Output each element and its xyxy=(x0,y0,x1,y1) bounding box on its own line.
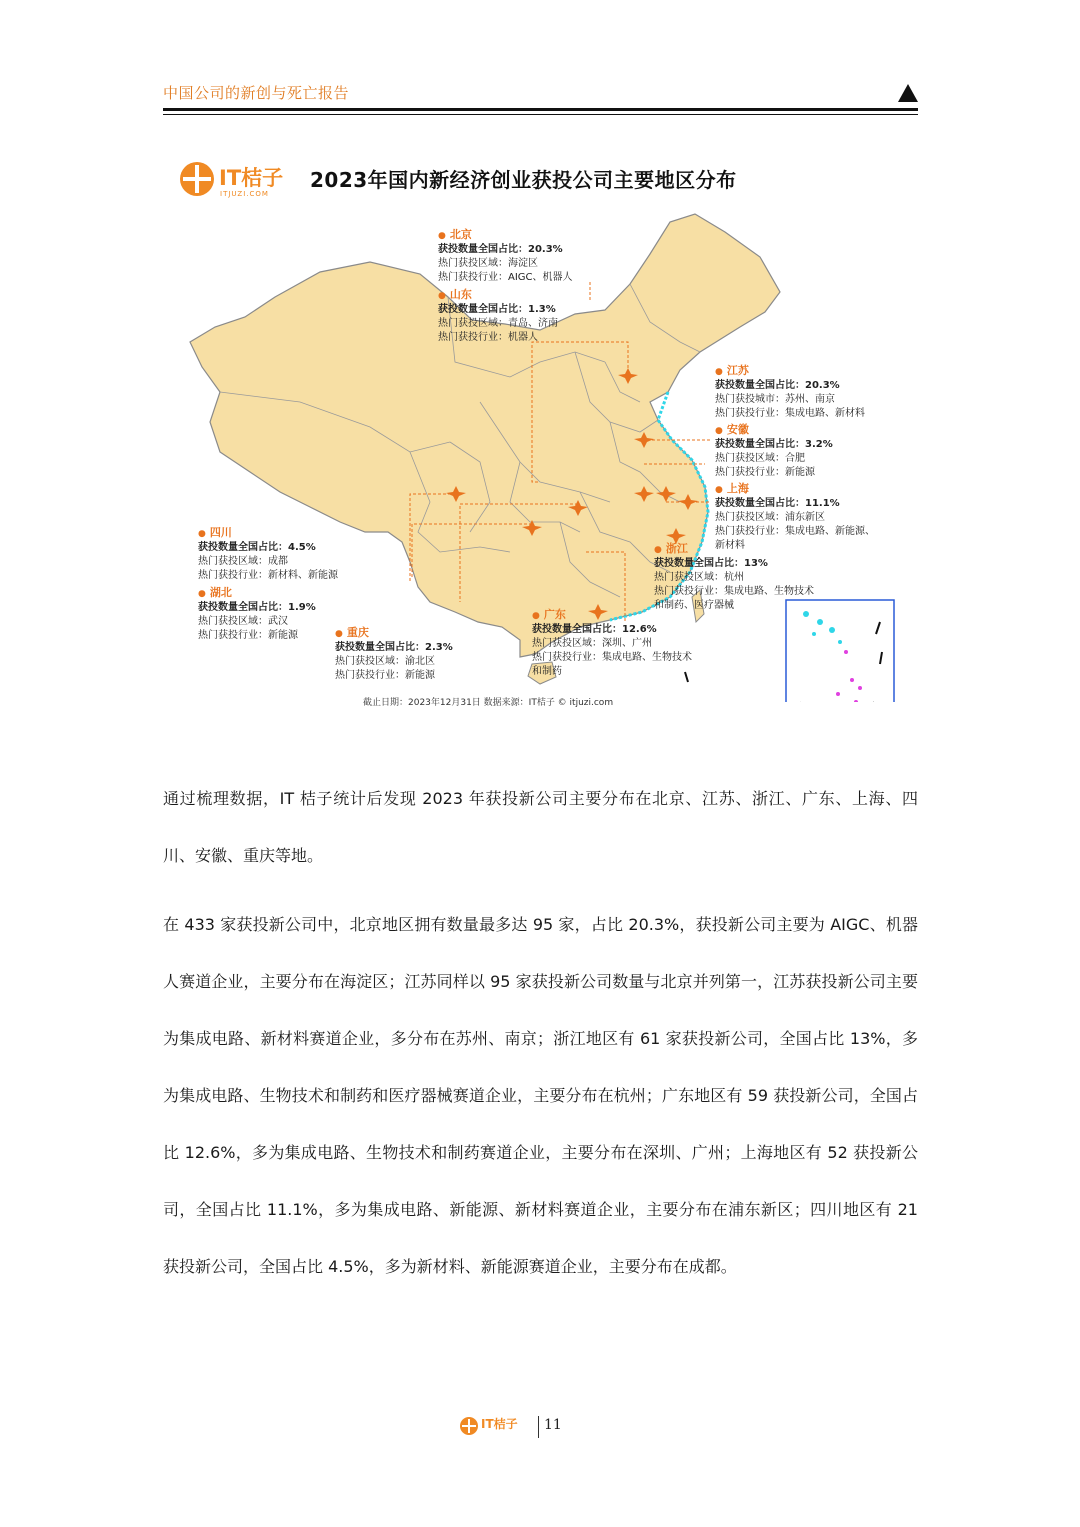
paragraph-1-text: 通过梳理数据，IT 桔子统计后发现 2023 年获投新公司主要分布在北京、江苏、浙江、广东、上海、四川、安徽、重庆等地。 xyxy=(163,789,918,865)
triangle-icon xyxy=(898,84,918,102)
callout-shanghai: ● 上海 获投数量全国占比：11.1% 热门获投区域：浦东新区 热门获投行业：集成电路、新能源、 新材料 xyxy=(715,482,875,553)
paragraph-2 xyxy=(163,896,918,1295)
callout-zhejiang: ● 浙江 获投数量全国占比：13% 热门获投区域：杭州 热门获投行业：集成电路、生物技术 和制药、医疗器械 xyxy=(654,542,814,613)
callout-shandong: ● 山东 获投数量全国占比：1.3% 热门获投区域：青岛、济南 热门获投行业：机器人 xyxy=(438,288,558,345)
header-rule xyxy=(163,108,918,111)
figure-title: 2023年国内新经济创业获投公司主要地区分布 xyxy=(310,168,737,192)
footer-logo-icon xyxy=(460,1417,478,1435)
page-number: 11 xyxy=(544,1417,562,1433)
callout-beijing: ● 北京 获投数量全国占比：20.3% 热门获投区域：海淀区 热门获投行业：AIGC、机器人 xyxy=(438,228,573,285)
logo-subtext: ITJUZI.COM xyxy=(220,190,269,198)
page-footer xyxy=(460,1413,620,1443)
paragraph-2-text: 在 433 家获投新公司中，北京地区拥有数量最多达 95 家，占比 20.3%，获投新公司主要为 AIGC、机器人赛道企业，主要分布在海淀区；江苏同样以 95 家获投新公司数量与北京并列第一，江苏获投新公司主要为集成电路、新材料赛道企业，多分布在苏州、南京；浙江地区有 61 家获投新公司，全国占比 13%，多为集成电路、生物技术和制药和医疗器械赛道企业，主要分布在杭州；广东地区有 59 获投新公司，全国占比 12.6%，多为集成电路、生物技术和制药赛道企业，主要分布在深圳、广州；上海地区有 52 获投新公司，全国占比 11.1%，多为集成电路、新能源、新材料赛道企业，主要分布在浦东新区；四川地区有 21 获投新公司，全国占比 4.5%，多为新材料、新能源赛道企业，主要分布在成都。 xyxy=(163,915,918,1276)
callout-sichuan: ● 四川 获投数量全国占比：4.5% 热门获投区域：成都 热门获投行业：新材料、新能源 xyxy=(198,526,338,583)
figure-footnote: 截止日期：2023年12月31日 数据来源：IT桔子 © itjuzi.com xyxy=(363,698,614,708)
callout-jiangsu: ● 江苏 获投数量全国占比：20.3% 热门获投城市：苏州、南京 热门获投行业：集成电路、新材料 xyxy=(715,364,865,421)
callout-anhui: ● 安徽 获投数量全国占比：3.2% 热门获投区域：合肥 热门获投行业：新能源 xyxy=(715,423,833,480)
callout-chongqing: ● 重庆 获投数量全国占比：2.3% 热门获投区域：渝北区 热门获投行业：新能源 xyxy=(335,626,453,683)
map-infographic xyxy=(180,142,900,716)
callout-guangdong: ● 广东 获投数量全国占比：12.6% 热门获投区域：深圳、广州 热门获投行业：集成电路、生物技术 和制药 xyxy=(532,608,692,679)
callout-hubei: ● 湖北 获投数量全国占比：1.9% 热门获投区域：武汉 热门获投行业：新能源 xyxy=(198,586,316,643)
paragraph-1 xyxy=(163,770,918,884)
footer-separator xyxy=(538,1416,539,1438)
logo-text: IT桔子 xyxy=(219,166,284,190)
itjuzi-logo xyxy=(180,160,290,204)
south-sea-inset xyxy=(786,600,894,702)
orange-logo-icon xyxy=(180,162,214,196)
header-title: 中国公司的新创与死亡报告 xyxy=(163,84,350,102)
footer-logo-text: IT桔子 xyxy=(481,1417,518,1431)
header-rule-thin xyxy=(163,114,918,115)
